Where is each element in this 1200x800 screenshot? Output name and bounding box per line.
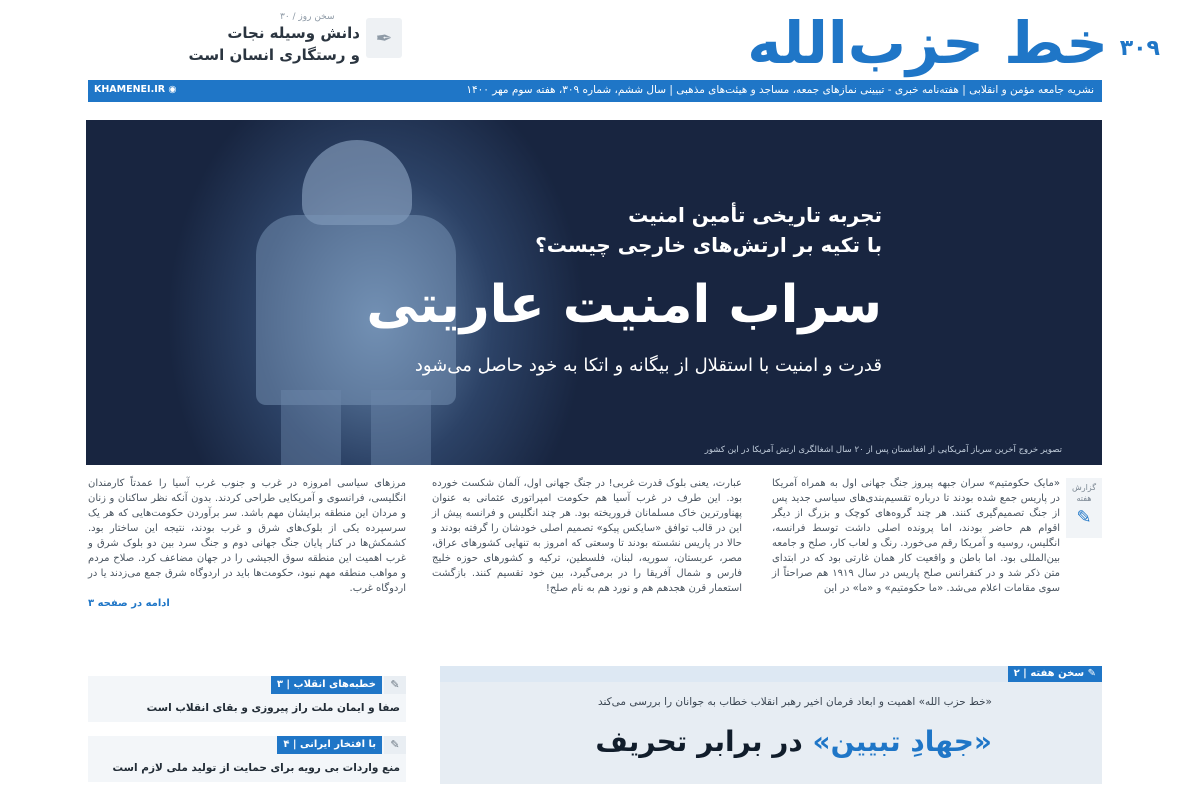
hero-title: سراب امنیت عاریتی (366, 275, 882, 335)
article-column-right: «مایک حکومتیم» سران جبهه پیروز جنگ جهانی اول به همراه آمریکا در پاریس جمع شده بودند تا درباره تقسیم‌بندی‌های سیاسی جدید پس از جنگ تصمیم‌گیری کنند. هر چند گروه‌های کوچک و بزرگ از دیگر اقوام هم حاضر بودند، اما پرونده اصلی داشت توسط فرانسه، انگلیس، روسیه و آمریکا رقم می‌خورد. رنگ و لعاب کار، صلح و جامعه بین‌المللی بود. اما باطن و واقعیت کار همان غارتی بود که در ابتدای متن ذکر شد و در کنفرانس صلح پاریس در سال ۱۹۱۹ هم صراحتاً از سوی مقامات اعلام می‌شد. «ما حکومتیم» و «ما» در این (772, 478, 1060, 594)
sokhan-lead: «خط حزب الله» اهمیت و ابعاد فرمان اخیر رهبر انقلاب خطاب به جوانان را بررسی می‌کند (598, 696, 992, 708)
soldier-figure-leg (281, 390, 341, 465)
pen-icon: ✎ (1087, 668, 1096, 679)
continue-link[interactable]: ادامه در صفحه ۳ (88, 598, 170, 609)
slogan-line-1: دانش وسیله نجات (227, 24, 360, 42)
hero-kicker (535, 200, 882, 260)
sokhan-tag[interactable] (1008, 666, 1102, 682)
article-column-left (88, 476, 406, 611)
left-box-2-text: منع واردات بی رویه برای حمایت از تولید ملی لازم است (112, 762, 400, 774)
left-box-1-text: صفا و ایمان ملت راز پیروزی و بقای انقلاب است (146, 702, 400, 714)
sokhan-header-bar (440, 666, 1102, 682)
globe-icon: ◉ (168, 84, 177, 95)
slogan (110, 22, 360, 66)
slogan-line-2: و رستگاری انسان است (188, 46, 360, 64)
info-band (88, 80, 1102, 102)
hero-banner[interactable] (86, 120, 1102, 465)
left-box-1-tag: خطبه‌های انقلاب | ۳ (271, 676, 382, 694)
book-icon: ✎ (384, 676, 406, 694)
report-badge-label: گزارش هفته (1071, 483, 1097, 503)
publication-info: نشریه جامعه مؤمن و انقلابی | هفته‌نامه خبری - تبیینی نمازهای جمعه، مساجد و هیئت‌های مذهبی | سال ششم، شماره ۳۰۹، هفته سوم مهر ۱۴۰۰ (466, 84, 1094, 96)
hero-caption: تصویر خروج آخرین سرباز آمریکایی از افغانستان پس از ۲۰ سال اشغالگری ارتش آمریکا در این کشور (704, 445, 1062, 455)
sokhan-title (595, 720, 992, 764)
article-column-left-text: مرزهای سیاسی امروزه در غرب و جنوب غرب آسیا را عمدتاً کارمندان انگلیسی، فرانسوی و آمریکایی طراحی کردند. بدون آنکه نظر ساکنان و زنان و مردان این منطقه برایشان مهم باشد. سر برآوردن حکومت‌هایی که هر یک سرسپرده یکی از بلوک‌های شرق و غرب بودند، نتیجه این ساختار بود. کشمکش‌ها در کنار پایان جنگ جهانی دوم و جنگ سرد بین دو بلوک شرق و غرب اهمیت این منطقه سوق الجیشی را در جهان مضاعف کرد. صلاح مردم و مواهب منطقه مهم نبود، حکومت‌ها باید در اردوگاه شرق جمع می‌زدند یا در اردوگاه غرب. (88, 478, 406, 594)
issue-number: ۳۰۹ (1119, 36, 1160, 61)
quill-icon: ✒ (366, 18, 402, 58)
hero-subtitle: قدرت و امنیت با استقلال از بیگانه و اتکا به خود حاصل می‌شود (414, 355, 882, 376)
website-label: KHAMENEI.IR (94, 84, 166, 95)
book-icon: ✎ (384, 736, 406, 754)
sokhan-tag-label: سخن هفته | ۲ (1013, 668, 1085, 679)
left-box-2-tag: با افتخار ایرانی | ۴ (277, 736, 382, 754)
sokhan-title-rest: در برابر تحریف (595, 725, 813, 758)
soldier-figure-helmet (302, 140, 412, 225)
pen-icon: ✎ (1076, 507, 1092, 528)
soldier-figure-leg (371, 390, 431, 465)
article-column-middle: عبارت، یعنی بلوک قدرت غربی! در جنگ جهانی اول، آلمان شکست خورده بود. این طرف در غرب آسیا هم حکومت امپراتوری عثمانی به عنوان پهناورترین خاک مسلمانان فروریخته بود. هر چند انگلیس و فرانسه پیش از این در قالب توافق «سایکس پیکو» تصمیم اصلی خودشان را گرفته بودند و حالا در پاریس نشسته بودند تا وسعتی که امروز به تنهایی کشورهای عراق، مصر، عربستان، سوریه، لبنان، فلسطین، ترکیه و کشورهای حوزه خلیج فارس و شمال آفریقا را در برمی‌گیرد، بین خود تقسیم کنند. بازگشت استعمار قرن هجدهم هم و نورد هم به نام صلح! (432, 478, 742, 594)
hero-kicker-line-1: تجربه تاریخی تأمین امنیت (628, 203, 882, 227)
website-link[interactable] (94, 84, 177, 95)
sokhan-title-highlight: «جهادِ تبیین» (812, 725, 992, 758)
newspaper-logo: خط حزب‌الله (747, 9, 1108, 77)
hero-kicker-line-2: با تکیه بر ارتش‌های خارجی چیست؟ (535, 233, 882, 257)
report-badge (1066, 478, 1102, 538)
sokhan-box[interactable] (440, 682, 1102, 784)
slogan-label: سخن روز / ۳۰ (280, 12, 335, 22)
